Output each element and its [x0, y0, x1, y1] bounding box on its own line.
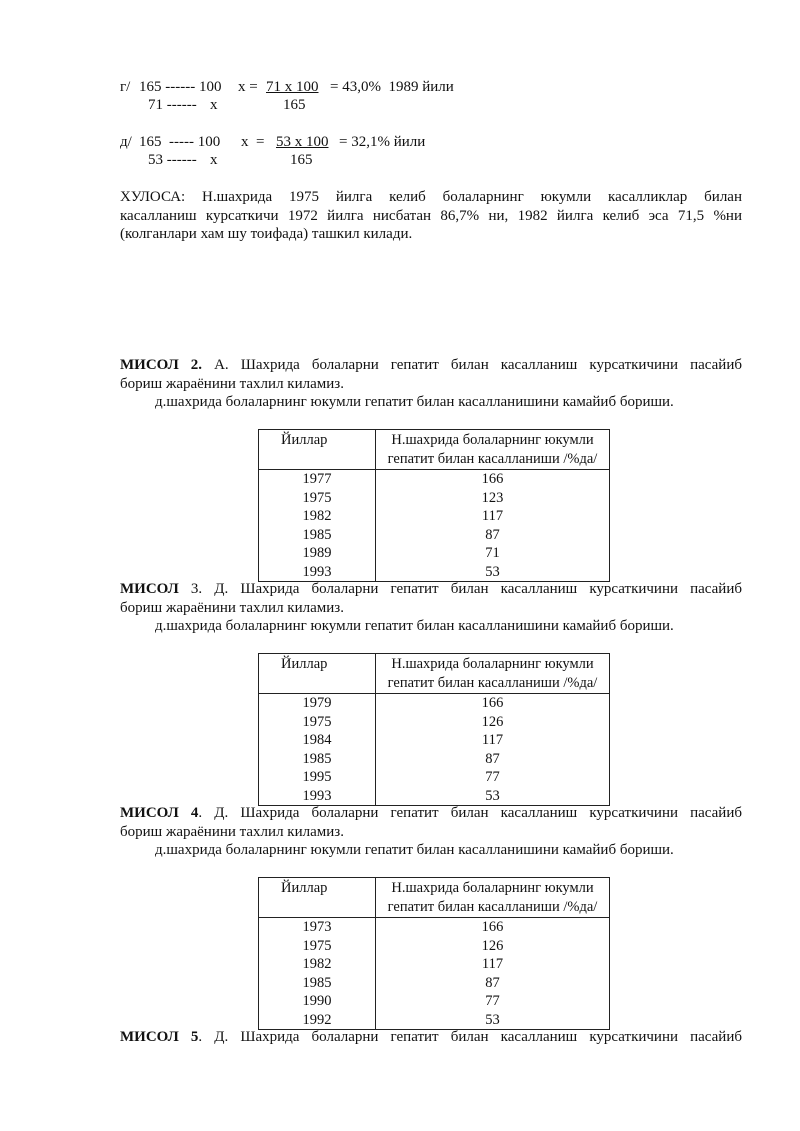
value-cell: 53 [485, 1011, 500, 1028]
value-cell: 117 [481, 508, 504, 524]
year-cell: 1985 [259, 974, 376, 993]
example-intro-line2: бориш жараёнини тахлил киламиз. [120, 823, 344, 840]
table-row [259, 955, 610, 974]
column-header-rate [376, 654, 610, 694]
example-heading: МИСОЛ 5 [120, 1029, 199, 1045]
column-header-rate-line2: гепатит билан касалланиши /%да/ [387, 898, 598, 915]
table-row [259, 1011, 610, 1030]
calc-d-denominator: 165 [290, 152, 313, 168]
value-cell: 117 [481, 732, 504, 748]
value-cell: 87 [485, 526, 500, 543]
year-cell: 1995 [259, 768, 376, 787]
table-header-row [259, 654, 610, 694]
value-cell: 166 [481, 695, 504, 711]
conclusion-line: (колганлари хам шу тоифада) ташкил килади. [120, 226, 413, 242]
example-3-table [258, 653, 610, 806]
calc-d-x: x [210, 152, 218, 168]
table-row [259, 713, 610, 732]
example-heading-text: . Д. Шахрида болаларни гепатит билан касалланиш курсаткичини пасайиб [198, 1029, 742, 1045]
value-cell: 123 [481, 489, 504, 506]
column-header-rate [376, 430, 610, 470]
value-cell: 166 [481, 919, 504, 935]
example-heading-text: А. Шахрида болаларни гепатит билан касалланиш курсаткичини пасайиб [202, 357, 742, 373]
table-header-row [259, 878, 610, 918]
calc-g-x: x [210, 97, 218, 113]
year-cell: 1979 [259, 694, 376, 713]
year-cell: 1985 [259, 750, 376, 769]
example-heading-line [120, 580, 742, 599]
example-heading-line [120, 804, 742, 823]
example-intro-line2: бориш жараёнини тахлил киламиз. [120, 599, 344, 616]
value-cell: 71 [485, 545, 500, 561]
example-heading: МИСОЛ 2. [120, 357, 203, 373]
year-cell: 1993 [259, 787, 376, 806]
calc-g-proportion-line1: 165 ------ 100 [139, 79, 222, 95]
year-cell: 1993 [259, 563, 376, 582]
year-cell: 1982 [259, 955, 376, 974]
calc-d-proportion-line1: 165 ----- 100 [139, 134, 221, 150]
example-heading: МИСОЛ 4 [120, 805, 199, 821]
column-header-rate-line1: Н.шахрида болаларнинг юкумли [391, 880, 594, 896]
table-row [259, 694, 610, 713]
example-4-intro [120, 804, 742, 841]
table-row [259, 992, 610, 1011]
example-5-intro [120, 1028, 742, 1047]
calc-g-proportion-line2: 71 ------ [148, 97, 197, 113]
year-cell: 1975 [259, 489, 376, 508]
calc-d-label: д/ [120, 134, 132, 150]
year-cell: 1992 [259, 1011, 376, 1030]
table-row [259, 750, 610, 769]
table-row [259, 470, 610, 489]
conclusion-paragraph [120, 188, 742, 244]
value-cell: 53 [485, 787, 500, 804]
year-cell: 1989 [259, 544, 376, 563]
table-row [259, 787, 610, 806]
calc-g-numerator: 71 x 100 [266, 79, 319, 95]
calc-g-result: = 43,0% 1989 йили [330, 79, 454, 95]
example-intro-line2: бориш жараёнини тахлил киламиз. [120, 375, 344, 392]
example-4-subtitle: д.шахрида болаларнинг юкумли гепатит билан касалланишини камайиб бориши. [155, 842, 674, 858]
example-2-table [258, 429, 610, 582]
example-4-table [258, 877, 610, 1030]
year-cell: 1975 [259, 937, 376, 956]
example-heading: МИСОЛ [120, 581, 179, 597]
table-row [259, 768, 610, 787]
column-header-rate-line2: гепатит билан касалланиши /%да/ [387, 450, 598, 467]
calc-d-result: = 32,1% йили [339, 134, 426, 150]
conclusion-line: ХУЛОСА: Н.шахрида 1975 йилга келиб болаларнинг юкумли касалликлар билан [120, 189, 742, 205]
year-cell: 1982 [259, 507, 376, 526]
example-heading-text: 3. Д. Шахрида болаларни гепатит билан касалланиш курсаткичини пасайиб [178, 581, 742, 597]
example-heading-line [120, 1028, 742, 1047]
value-cell: 126 [481, 713, 504, 730]
table-row [259, 489, 610, 508]
year-cell: 1985 [259, 526, 376, 545]
year-cell: 1977 [259, 470, 376, 489]
table-row [259, 563, 610, 582]
example-heading-text: . Д. Шахрида болаларни гепатит билан касалланиш курсаткичини пасайиб [198, 805, 742, 821]
table-row [259, 544, 610, 563]
value-cell: 77 [485, 993, 500, 1009]
calc-d-proportion-line2: 53 ------ [148, 152, 197, 168]
calc-g-label: г/ [120, 79, 131, 95]
value-cell: 77 [485, 769, 500, 785]
value-cell: 87 [485, 750, 500, 767]
calc-d-x-equals: x = [241, 134, 265, 150]
table-header-row [259, 430, 610, 470]
column-header-rate-line2: гепатит билан касалланиши /%да/ [387, 674, 598, 691]
value-cell: 126 [481, 937, 504, 954]
table-row [259, 918, 610, 937]
value-cell: 166 [481, 471, 504, 487]
conclusion-line: касалланиш курсаткичи 1972 йилга нисбатан 86,7% ни, 1982 йилга келиб эса 71,5 %ни [120, 207, 742, 224]
table-row [259, 526, 610, 545]
table-row [259, 974, 610, 993]
example-2-intro [120, 356, 742, 393]
value-cell: 53 [485, 563, 500, 580]
year-cell: 1990 [259, 992, 376, 1011]
table-row [259, 507, 610, 526]
value-cell: 117 [481, 956, 504, 972]
column-header-years: Йиллар [259, 430, 376, 470]
year-cell: 1984 [259, 731, 376, 750]
example-2-subtitle: д.шахрида болаларнинг юкумли гепатит билан касалланишини камайиб бориши. [155, 394, 674, 410]
calc-g-denominator: 165 [283, 97, 306, 113]
value-cell: 87 [485, 974, 500, 991]
column-header-years: Йиллар [259, 878, 376, 918]
example-3-intro [120, 580, 742, 617]
example-heading-line [120, 356, 742, 375]
column-header-rate [376, 878, 610, 918]
calc-d-numerator: 53 x 100 [276, 134, 329, 150]
column-header-years: Йиллар [259, 654, 376, 694]
example-3-subtitle: д.шахрида болаларнинг юкумли гепатит билан касалланишини камайиб бориши. [155, 618, 674, 634]
calc-g-x-equals: x = [238, 79, 258, 95]
column-header-rate-line1: Н.шахрида болаларнинг юкумли [391, 656, 594, 672]
column-header-rate-line1: Н.шахрида болаларнинг юкумли [391, 432, 594, 448]
table-row [259, 731, 610, 750]
year-cell: 1973 [259, 918, 376, 937]
year-cell: 1975 [259, 713, 376, 732]
table-row [259, 937, 610, 956]
